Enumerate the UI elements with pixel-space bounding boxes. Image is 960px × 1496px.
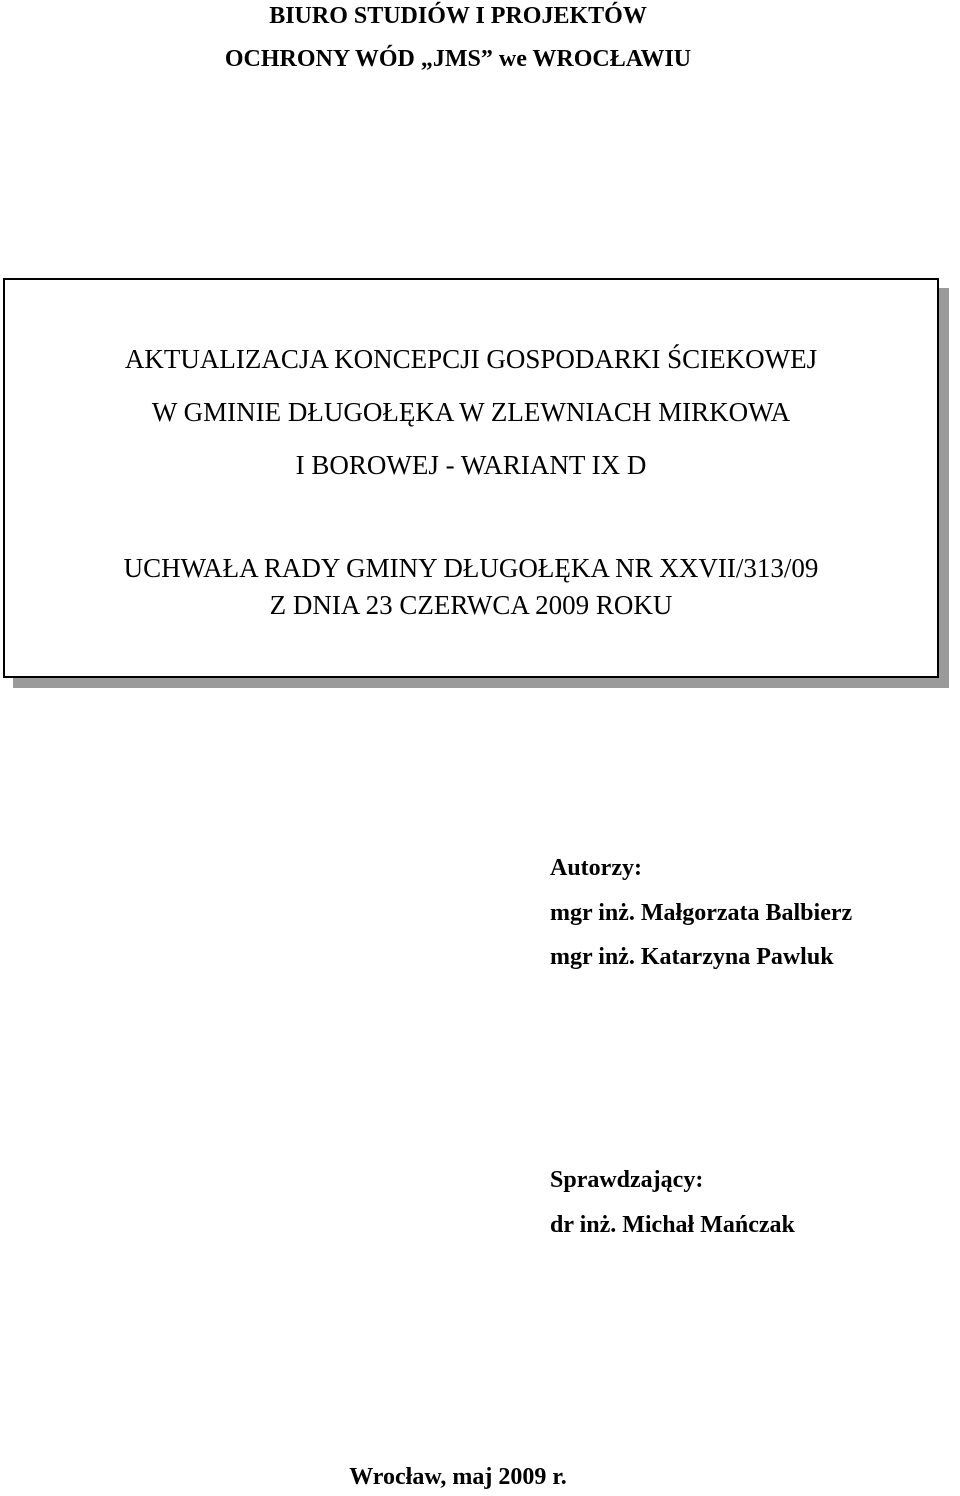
- title-line-1: AKTUALIZACJA KONCEPCJI GOSPODARKI ŚCIEKOWEJ: [124, 344, 818, 374]
- title-line-3: I BOROWEJ - WARIANT IX D: [295, 450, 647, 480]
- authors-label: Autorzy:: [550, 855, 642, 881]
- title-line-2: W GMINIE DŁUGOŁĘKA W ZLEWNIACH MIRKOWA: [151, 397, 791, 427]
- office-name-line-1: BIURO STUDIÓW I PROJEKTÓW: [269, 3, 647, 29]
- resolution-line-2: Z DNIA 23 CZERWCA 2009 ROKU: [269, 590, 673, 620]
- resolution-line-1: UCHWAŁA RADY GMINY DŁUGOŁĘKA NR XXVII/313/09: [123, 553, 819, 583]
- office-name-line-2: OCHRONY WÓD „JMS” we WROCŁAWIU: [224, 46, 692, 72]
- author-name: mgr inż. Katarzyna Pawluk: [550, 944, 834, 970]
- reviewer-name: dr inż. Michał Mańczak: [550, 1212, 795, 1238]
- author-name: mgr inż. Małgorzata Balbierz: [550, 900, 853, 926]
- reviewer-label: Sprawdzający:: [550, 1167, 704, 1193]
- place-and-date: Wrocław, maj 2009 r.: [349, 1464, 567, 1490]
- title-box: [3, 278, 939, 678]
